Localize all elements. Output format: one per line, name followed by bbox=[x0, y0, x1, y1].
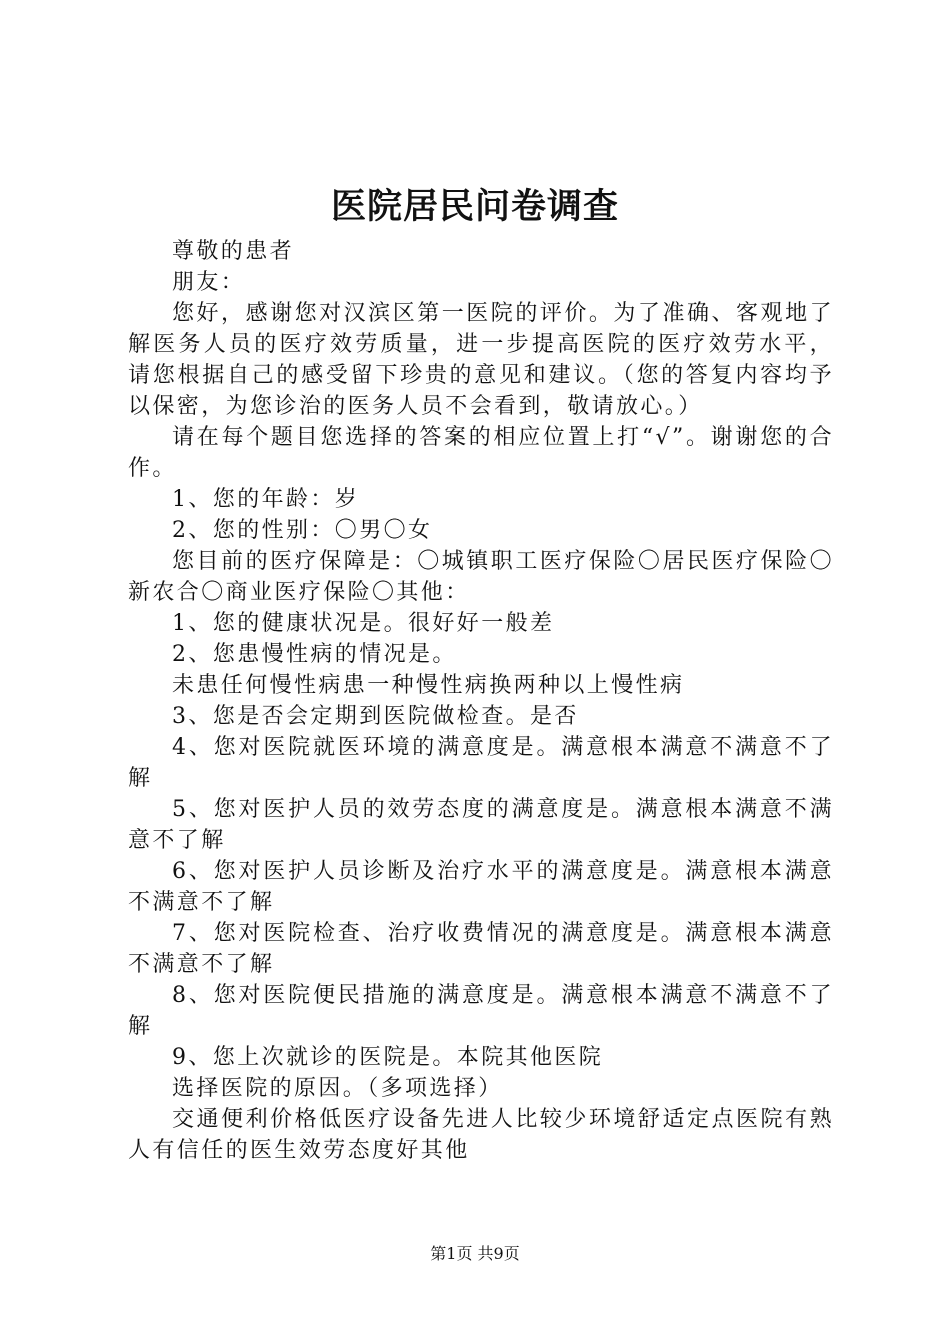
question-chronic-options: 未患任何慢性病患一种慢性病换两种以上慢性病 bbox=[172, 673, 685, 698]
question-diagnosis-level: 6、您对医护人员诊断及治疗水平的满意度是。满意根本满意不满意不了解 bbox=[128, 859, 834, 915]
question-gender: 2、您的性别：〇男〇女 bbox=[172, 518, 433, 543]
question-reasons-options: 交通便利价格低医疗设备先进人比较少环境舒适定点医院有熟人有信任的医生效劳态度好其他 bbox=[128, 1107, 834, 1163]
document-title: 医院居民问卷调查 bbox=[330, 186, 619, 227]
question-health: 1、您的健康状况是。很好好一般差 bbox=[172, 611, 555, 636]
salutation-line-2: 朋友： bbox=[172, 270, 246, 295]
question-chronic: 2、您患慢性病的情况是。 bbox=[172, 642, 457, 667]
intro-paragraph: 您好，感谢您对汉滨区第一医院的评价。为了准确、客观地了解医务人员的医疗效劳质量，进一步提高医院的医疗效劳水平，请您根据自己的感受留下珍贵的意见和建议。（您的答复内容均予以保密，为您诊治的医务人员不会看到，敬请放心。） bbox=[128, 301, 834, 419]
question-insurance: 您目前的医疗保障是：〇城镇职工医疗保险〇居民医疗保险〇新农合〇商业医疗保险〇其他： bbox=[128, 549, 834, 605]
document-body bbox=[128, 236, 834, 1166]
question-last-hospital: 9、您上次就诊的医院是。本院其他医院 bbox=[172, 1045, 604, 1070]
question-age: 1、您的年龄：岁 bbox=[172, 487, 360, 512]
question-service-attitude: 5、您对医护人员的效劳态度的满意度是。满意根本满意不满意不了解 bbox=[128, 797, 834, 853]
salutation-line-1: 尊敬的患者 bbox=[172, 239, 295, 264]
page-footer: 第1页 共9页 bbox=[430, 1244, 520, 1263]
question-checkup: 3、您是否会定期到医院做检查。是否 bbox=[172, 704, 579, 729]
question-environment: 4、您对医院就医环境的满意度是。满意根本满意不满意不了解 bbox=[128, 735, 834, 791]
question-convenience: 8、您对医院便民措施的满意度是。满意根本满意不满意不了解 bbox=[128, 983, 834, 1039]
instruction-paragraph: 请在每个题目您选择的答案的相应位置上打“√”。谢谢您的合作。 bbox=[128, 425, 834, 481]
question-fees: 7、您对医院检查、治疗收费情况的满意度是。满意根本满意不满意不了解 bbox=[128, 921, 834, 977]
question-reasons: 选择医院的原因。（多项选择） bbox=[172, 1076, 503, 1101]
